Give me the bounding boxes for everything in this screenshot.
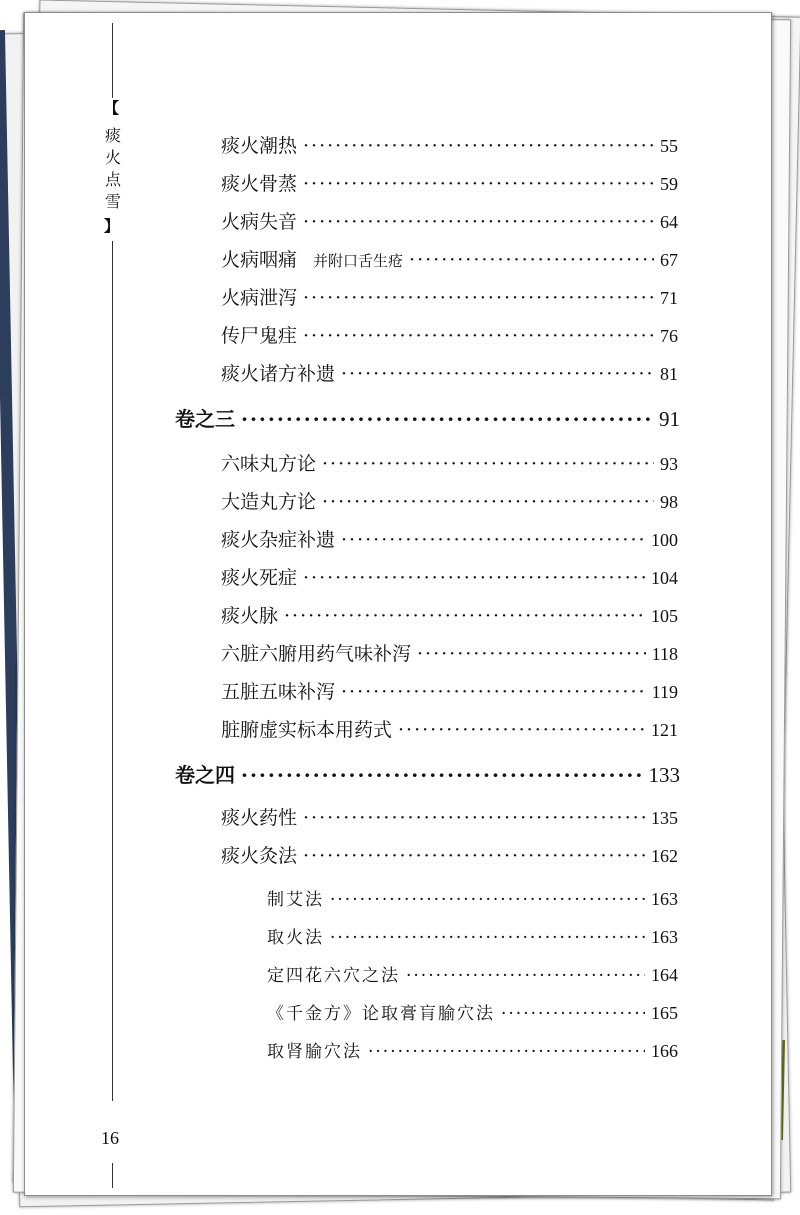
toc-entry <box>221 563 678 590</box>
toc-leader-dots <box>303 807 645 829</box>
toc-entry <box>221 639 678 666</box>
toc-entry <box>221 245 678 272</box>
toc-volume-heading <box>175 759 680 788</box>
toc-page-number: 118 <box>651 644 678 664</box>
toc-entry-title: 《千金方》论取膏肓腧穴法 <box>267 1004 495 1024</box>
toc-leader-dots <box>341 363 654 385</box>
toc-page-number: 91 <box>659 407 680 431</box>
toc-leader-dots <box>322 453 654 475</box>
toc-leader-dots <box>303 287 654 309</box>
toc-entry-title: 脏腑虚实标本用药式 <box>221 719 393 741</box>
toc-page-number: 135 <box>651 808 678 828</box>
toc-page-number: 105 <box>651 606 678 626</box>
toc-page-number: 98 <box>660 492 678 512</box>
toc-page-number: 71 <box>660 288 678 308</box>
toc-page-number: 93 <box>660 454 678 474</box>
toc-entry-title: 痰火潮热 <box>221 135 298 157</box>
toc-leader-dots <box>303 325 654 347</box>
toc-entry-note: 并附口舌生疮 <box>313 252 404 270</box>
toc-leader-dots <box>303 567 645 589</box>
toc-entry <box>267 923 678 948</box>
toc-page-number: 164 <box>651 965 678 985</box>
toc-entry <box>221 841 678 868</box>
toc-leader-dots <box>409 249 654 271</box>
toc-entry-title: 痰火死症 <box>221 567 298 589</box>
running-head-book-title <box>103 125 123 213</box>
running-head-close-bracket: 】 <box>104 217 120 235</box>
toc-leader-dots <box>322 491 654 513</box>
toc-page-number: 100 <box>651 530 678 550</box>
running-head-rule <box>112 241 113 1101</box>
toc-page-number: 59 <box>660 174 678 194</box>
toc-entry-title: 火病咽痛 <box>221 249 298 271</box>
toc-leader-dots <box>330 928 645 948</box>
toc-leader-dots <box>303 135 654 157</box>
toc-entry <box>267 999 678 1024</box>
title-char: 痰 <box>104 126 121 145</box>
running-head-open-bracket: 【 <box>104 99 120 117</box>
toc-page-number: 55 <box>660 136 678 156</box>
toc-leader-dots <box>241 407 653 431</box>
toc-entry-title: 痰火脉 <box>221 605 279 627</box>
toc-entry-title: 六脏六腑用药气味补泻 <box>221 643 412 665</box>
toc-page-number: 81 <box>660 364 678 384</box>
toc-entry <box>221 321 678 348</box>
toc-entry-title: 五脏五味补泻 <box>221 681 336 703</box>
toc-entry <box>221 715 678 742</box>
title-char: 点 <box>104 170 121 189</box>
toc-leader-dots <box>241 763 643 787</box>
toc-leader-dots <box>303 173 654 195</box>
toc-entry-title: 痰火诸方补遗 <box>221 363 336 385</box>
toc-page-number: 166 <box>651 1041 678 1061</box>
toc-entry-title: 取火法 <box>267 928 324 948</box>
toc-entry-title: 取肾腧穴法 <box>267 1042 362 1062</box>
toc-page-number: 104 <box>651 568 678 588</box>
toc-entry <box>221 169 678 196</box>
toc-entry-title: 卷之三 <box>175 407 235 431</box>
toc-entry-title: 痰火灸法 <box>221 845 298 867</box>
toc-entry <box>221 283 678 310</box>
toc-entry-title: 火病失音 <box>221 211 298 233</box>
toc-page-number: 163 <box>651 889 678 909</box>
toc-leader-dots <box>398 719 645 741</box>
toc-page-number: 133 <box>648 763 680 787</box>
page-number: 16 <box>101 1128 119 1148</box>
running-head-rule <box>112 23 113 98</box>
toc-entry-title: 大造丸方论 <box>221 491 317 513</box>
toc-page-number: 76 <box>660 326 678 346</box>
toc-entry <box>221 677 678 704</box>
toc-page-number: 119 <box>651 682 678 702</box>
toc-entry <box>221 487 678 514</box>
toc-leader-dots <box>303 845 645 867</box>
toc-volume-heading <box>175 403 680 432</box>
toc-leader-dots <box>303 211 654 233</box>
toc-entry-title: 六味丸方论 <box>221 453 317 475</box>
toc-entry-title: 制艾法 <box>267 890 324 910</box>
toc-leader-dots <box>501 1004 645 1024</box>
toc-entry <box>267 885 678 910</box>
toc-entry <box>221 359 678 386</box>
toc-leader-dots <box>330 890 645 910</box>
toc-entry <box>221 207 678 234</box>
title-char: 雪 <box>104 192 121 211</box>
running-head-rule <box>112 1163 113 1188</box>
toc-leader-dots <box>341 681 646 703</box>
toc-entry-title: 火病泄泻 <box>221 287 298 309</box>
toc-page-number: 162 <box>651 846 678 866</box>
toc-page-number: 67 <box>660 250 678 270</box>
toc-entry-title: 传尸鬼疰 <box>221 325 298 347</box>
toc-page-number: 64 <box>660 212 678 232</box>
toc-entry <box>267 1037 678 1062</box>
toc-entry <box>221 601 678 628</box>
toc-entry <box>221 131 678 158</box>
toc-leader-dots <box>284 605 645 627</box>
title-char: 火 <box>104 148 121 167</box>
toc-entry-title: 卷之四 <box>175 763 235 787</box>
toc-entry-title: 痰火骨蒸 <box>221 173 298 195</box>
toc-page-number: 163 <box>651 927 678 947</box>
toc-page-number: 121 <box>651 720 678 740</box>
toc-entry-title: 痰火杂症补遗 <box>221 529 336 551</box>
toc-entry-title: 定四花六穴之法 <box>267 966 400 986</box>
toc-entry <box>267 961 678 986</box>
toc-entry-title: 痰火药性 <box>221 807 298 829</box>
toc-leader-dots <box>417 643 646 665</box>
toc-leader-dots <box>341 529 645 551</box>
book-page <box>24 12 772 1196</box>
toc-page-number: 165 <box>651 1003 678 1023</box>
toc-leader-dots <box>368 1042 645 1062</box>
toc-entry <box>221 449 678 476</box>
toc-entry <box>221 525 678 552</box>
toc-entry <box>221 803 678 830</box>
toc-leader-dots <box>406 966 645 986</box>
